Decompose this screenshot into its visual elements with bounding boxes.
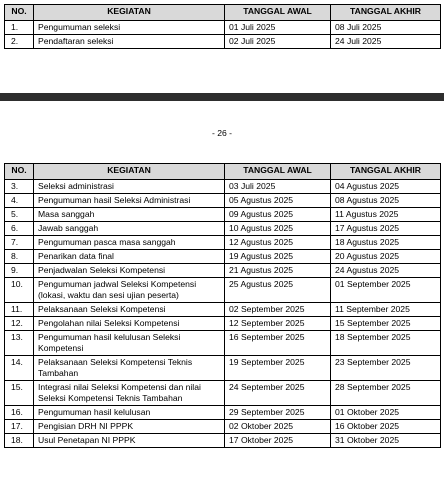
cell-tanggal-akhir: 16 Oktober 2025	[331, 420, 441, 434]
cell-tanggal-awal: 24 September 2025	[225, 381, 331, 406]
cell-tanggal-akhir: 11 September 2025	[331, 303, 441, 317]
table-row	[5, 406, 441, 420]
table-row	[5, 303, 441, 317]
cell-no: 9.	[5, 264, 34, 278]
cell-kegiatan: Pelaksanaan Seleksi Kompetensi	[34, 303, 225, 317]
cell-tanggal-akhir: 11 Agustus 2025	[331, 208, 441, 222]
page-number: - 26 -	[211, 128, 233, 138]
table-row	[5, 194, 441, 208]
cell-tanggal-awal: 19 Agustus 2025	[225, 250, 331, 264]
table-row	[5, 331, 441, 356]
table-row	[5, 278, 441, 303]
table-row	[5, 222, 441, 236]
cell-tanggal-awal: 12 Agustus 2025	[225, 236, 331, 250]
cell-no: 15.	[5, 381, 34, 406]
table-row	[5, 236, 441, 250]
cell-no: 6.	[5, 222, 34, 236]
cell-kegiatan: Usul Penetapan NI PPPK	[34, 434, 225, 448]
table-row	[5, 434, 441, 448]
cell-tanggal-awal: 21 Agustus 2025	[225, 264, 331, 278]
cell-tanggal-awal: 25 Agustus 2025	[225, 278, 331, 303]
cell-kegiatan: Jawab sanggah	[34, 222, 225, 236]
cell-tanggal-awal: 05 Agustus 2025	[225, 194, 331, 208]
cell-tanggal-akhir: 17 Agustus 2025	[331, 222, 441, 236]
table-row	[5, 21, 441, 35]
cell-no: 4.	[5, 194, 34, 208]
cell-tanggal-akhir: 24 Agustus 2025	[331, 264, 441, 278]
cell-no: 1.	[5, 21, 34, 35]
cell-kegiatan: Pengumuman hasil kelulusan	[34, 406, 225, 420]
cell-kegiatan: Pengisian DRH NI PPPK	[34, 420, 225, 434]
cell-no: 10.	[5, 278, 34, 303]
table-row	[5, 35, 441, 49]
header-tanggal-awal: TANGGAL AWAL	[225, 5, 331, 21]
cell-kegiatan: Penarikan data final	[34, 250, 225, 264]
cell-tanggal-akhir: 20 Agustus 2025	[331, 250, 441, 264]
header-tanggal-akhir: TANGGAL AKHIR	[331, 164, 441, 180]
cell-no: 13.	[5, 331, 34, 356]
cell-tanggal-awal: 01 Juli 2025	[225, 21, 331, 35]
table-row	[5, 317, 441, 331]
cell-kegiatan: Pengumuman hasil kelulusan Seleksi Kompetensi	[34, 331, 225, 356]
cell-tanggal-akhir: 23 September 2025	[331, 356, 441, 381]
table-row	[5, 180, 441, 194]
table-row	[5, 356, 441, 381]
cell-kegiatan: Pengolahan nilai Seleksi Kompetensi	[34, 317, 225, 331]
cell-no: 8.	[5, 250, 34, 264]
cell-kegiatan: Pengumuman seleksi	[34, 21, 225, 35]
cell-kegiatan: Seleksi administrasi	[34, 180, 225, 194]
cell-tanggal-awal: 29 September 2025	[225, 406, 331, 420]
cell-tanggal-awal: 16 September 2025	[225, 331, 331, 356]
cell-no: 16.	[5, 406, 34, 420]
cell-kegiatan: Pengumuman jadwal Seleksi Kompetensi (lokasi, waktu dan sesi ujian peserta)	[34, 278, 225, 303]
cell-tanggal-akhir: 15 September 2025	[331, 317, 441, 331]
header-no: NO.	[5, 5, 34, 21]
cell-no: 7.	[5, 236, 34, 250]
cell-no: 5.	[5, 208, 34, 222]
cell-tanggal-akhir: 01 Oktober 2025	[331, 406, 441, 420]
cell-tanggal-akhir: 31 Oktober 2025	[331, 434, 441, 448]
header-kegiatan: KEGIATAN	[34, 164, 225, 180]
cell-tanggal-akhir: 18 Agustus 2025	[331, 236, 441, 250]
cell-tanggal-awal: 09 Agustus 2025	[225, 208, 331, 222]
table-header-row	[5, 5, 441, 21]
schedule-table	[4, 163, 441, 448]
cell-kegiatan: Pengumuman pasca masa sanggah	[34, 236, 225, 250]
cell-kegiatan: Pendaftaran seleksi	[34, 35, 225, 49]
header-tanggal-akhir: TANGGAL AKHIR	[331, 5, 441, 21]
cell-tanggal-awal: 17 Oktober 2025	[225, 434, 331, 448]
cell-kegiatan: Masa sanggah	[34, 208, 225, 222]
cell-no: 3.	[5, 180, 34, 194]
schedule-table-top	[4, 4, 441, 49]
cell-tanggal-akhir: 08 Juli 2025	[331, 21, 441, 35]
cell-tanggal-akhir: 18 September 2025	[331, 331, 441, 356]
table-row	[5, 264, 441, 278]
cell-tanggal-akhir: 28 September 2025	[331, 381, 441, 406]
cell-kegiatan: Integrasi nilai Seleksi Kompetensi dan nilai Seleksi Kompetensi Teknis Tambahan	[34, 381, 225, 406]
header-no: NO.	[5, 164, 34, 180]
table-row	[5, 420, 441, 434]
cell-no: 2.	[5, 35, 34, 49]
cell-tanggal-akhir: 04 Agustus 2025	[331, 180, 441, 194]
cell-tanggal-awal: 03 Juli 2025	[225, 180, 331, 194]
cell-tanggal-awal: 02 Oktober 2025	[225, 420, 331, 434]
page-break-bar	[0, 93, 444, 101]
cell-no: 12.	[5, 317, 34, 331]
cell-tanggal-akhir: 24 Juli 2025	[331, 35, 441, 49]
cell-tanggal-awal: 02 September 2025	[225, 303, 331, 317]
table-header-row	[5, 164, 441, 180]
header-kegiatan: KEGIATAN	[34, 5, 225, 21]
cell-tanggal-awal: 12 September 2025	[225, 317, 331, 331]
cell-tanggal-awal: 19 September 2025	[225, 356, 331, 381]
cell-tanggal-awal: 02 Juli 2025	[225, 35, 331, 49]
cell-tanggal-akhir: 01 September 2025	[331, 278, 441, 303]
cell-no: 18.	[5, 434, 34, 448]
cell-kegiatan: Pelaksanaan Seleksi Kompetensi Teknis Tambahan	[34, 356, 225, 381]
table-row	[5, 208, 441, 222]
cell-tanggal-akhir: 08 Agustus 2025	[331, 194, 441, 208]
header-tanggal-awal: TANGGAL AWAL	[225, 164, 331, 180]
cell-tanggal-awal: 10 Agustus 2025	[225, 222, 331, 236]
cell-no: 17.	[5, 420, 34, 434]
cell-no: 11.	[5, 303, 34, 317]
cell-kegiatan: Pengumuman hasil Seleksi Administrasi	[34, 194, 225, 208]
table-row	[5, 250, 441, 264]
table-row	[5, 381, 441, 406]
cell-kegiatan: Penjadwalan Seleksi Kompetensi	[34, 264, 225, 278]
cell-no: 14.	[5, 356, 34, 381]
